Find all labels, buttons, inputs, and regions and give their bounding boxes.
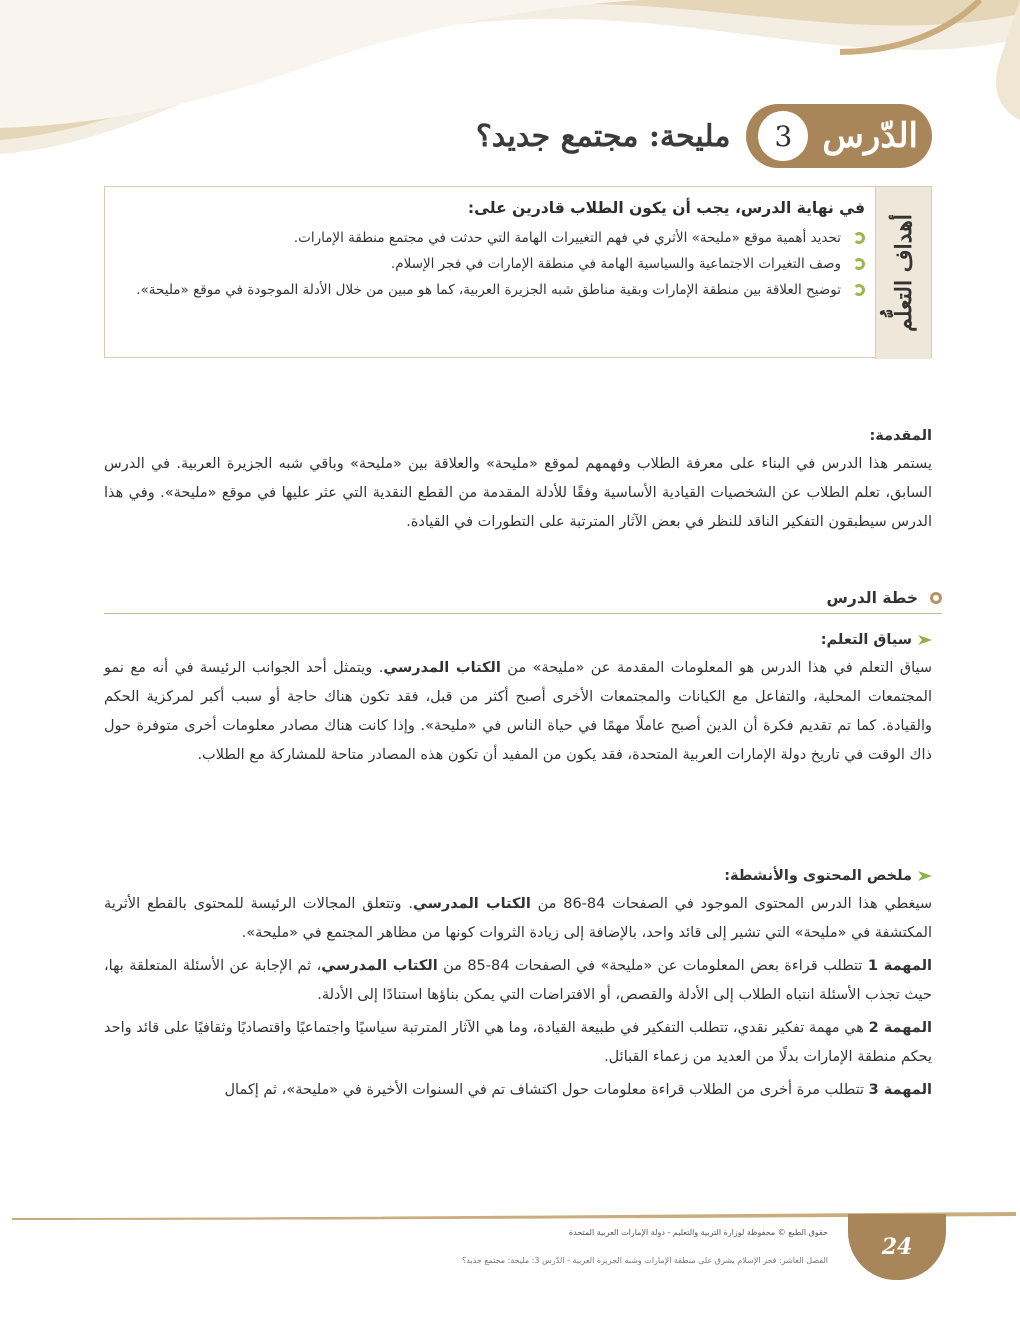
introduction-label: المقدمة:	[869, 428, 932, 444]
learning-context-text: سياق التعلم في هذا الدرس هو المعلومات المقدمة عن «مليحة» من الكتاب المدرسي. ويتمثل أحد الجوانب الرئيسة في أنه مع نمو المجتمعات المحلية، والتفاعل مع الكيانات والمجتمعات الأخرى أصبح أكثر من قبل، فقد تكون هناك حاجة أو سبب أكبر لمركزية الحكم والقيادة. كما تم تقديم فكرة أن الدين أصبح عاملًا مهمًا في حياة الناس في «مليحة». وإذا كانت هناك مصادر معلومات أخرى متوفرة حول ذاك الوقت في تاريخ دولة الإمارات العربية المتحدة، فقد يكون من المفيد أن تكون هذه المصادر متاحة للمشاركة مع الطلاب.	[104, 660, 933, 763]
learning-objectives-box	[104, 186, 932, 358]
objectives-body	[115, 199, 865, 303]
arrow-bullet-icon	[918, 635, 932, 645]
content-summary-section	[104, 868, 932, 1105]
objectives-intro: في نهاية الدرس، يجب أن يكون الطلاب قادرين على:	[467, 199, 865, 217]
task-1-text: المهمة 1 تتطلب قراءة بعض المعلومات عن «مليحة» في الصفحات 84-85 من الكتاب المدرسي، ثم الإجابة عن الأسئلة المتعلقة بها، حيث تجذب الأسئلة انتباه الطلاب إلى الأدلة والقصص، أو الافتراضات التي يمكن بناؤها استنادًا إلى الأدلة.	[104, 958, 932, 1003]
page-number: 24	[881, 1234, 913, 1260]
bullet-icon	[853, 284, 865, 296]
copyright-text: حقوق الطبع © محفوظة لوزارة التربية والتعليم - دولة الإمارات العربية المتحدة	[568, 1228, 828, 1237]
introduction-section	[104, 428, 932, 537]
task-2-text: المهمة 2 هي مهمة تفكير نقدي، تتطلب التفكير في طبيعة القيادة، وما هي الآثار المترتبة سياسيًا واجتماعيًا واقتصاديًا وثقافيًا على قائد واحد يحكم منطقة الإمارات بدلًا من العديد من زعماء القبائل.	[104, 1020, 932, 1065]
objective-item	[115, 277, 865, 303]
content-summary-label: ملخص المحتوى والأنشطة:	[724, 868, 912, 884]
lesson-number: 3	[758, 111, 808, 161]
circle-bullet-icon	[930, 592, 942, 604]
lesson-word: الدّرس	[822, 116, 918, 156]
bullet-icon	[853, 258, 865, 270]
objectives-tab	[875, 187, 931, 359]
lesson-plan-label: خطة الدرس	[826, 588, 918, 607]
lesson-badge	[746, 104, 932, 168]
lesson-title: مليحة: مجتمع جديد؟	[475, 118, 731, 154]
content-summary-text: سيغطي هذا الدرس المحتوى الموجود في الصفحات 84-86 من الكتاب المدرسي. وتتعلق المجالات الرئيسة للمحتوى بالقطع الأثرية المكتشفة في «مليحة» التي تشير إلى قائد واحد، بالإضافة إلى زيادة الثروات كونها من مظاهر المجتمع في «مليحة».	[104, 896, 932, 941]
objectives-tab-label: أهداف التعلُّم	[890, 214, 917, 332]
arrow-bullet-icon	[918, 871, 932, 881]
objective-text: وصف التغيرات الاجتماعية والسياسية الهامة في منطقة الإمارات في فجر الإسلام.	[390, 256, 841, 272]
footer-breadcrumb: الفصل العاشر: فجر الإسلام يشرق على منطقة الإمارات وشبه الجزيرة العربية - الدّرس 3: مليحة: مجتمع جديد؟	[461, 1256, 828, 1265]
page-number-badge	[848, 1214, 946, 1280]
learning-context-label: سياق التعلم:	[820, 632, 912, 648]
objective-text: توضيح العلاقة بين منطقة الإمارات وبقية مناطق شبه الجزيرة العربية، كما هو مبين من خلال الأدلة الموجودة في موقع «مليحة».	[136, 282, 841, 298]
objective-item	[115, 251, 865, 277]
objective-item	[115, 225, 865, 251]
task-3-text: المهمة 3 تتطلب مرة أخرى من الطلاب قراءة معلومات حول اكتشاف تم في السنوات الأخيرة في «مليحة»، ثم إكمال	[224, 1082, 932, 1098]
lesson-plan-heading	[104, 582, 942, 614]
bullet-icon	[853, 232, 865, 244]
objective-text: تحديد أهمية موقع «مليحة» الأثري في فهم التغييرات الهامة التي حدثت في مجتمع منطقة الإمارات.	[293, 230, 841, 246]
learning-context-section	[104, 632, 932, 770]
introduction-text: يستمر هذا الدرس في البناء على معرفة الطلاب وفهمهم لموقع «مليحة» والعلاقة بين «مليحة» وباقي شبه الجزيرة العربية. في الدرس السابق، تعلم الطلاب عن الشخصيات القيادية الأساسية وفقًا للأدلة المقدمة من القطع النقدية التي عثر عليها في موقع «مليحة». وفي هذا الدرس سيطبقون التفكير الناقد للنظر في بعض الآثار المترتبة على التطورات في القيادة.	[104, 456, 932, 530]
lesson-title-row	[476, 104, 932, 168]
